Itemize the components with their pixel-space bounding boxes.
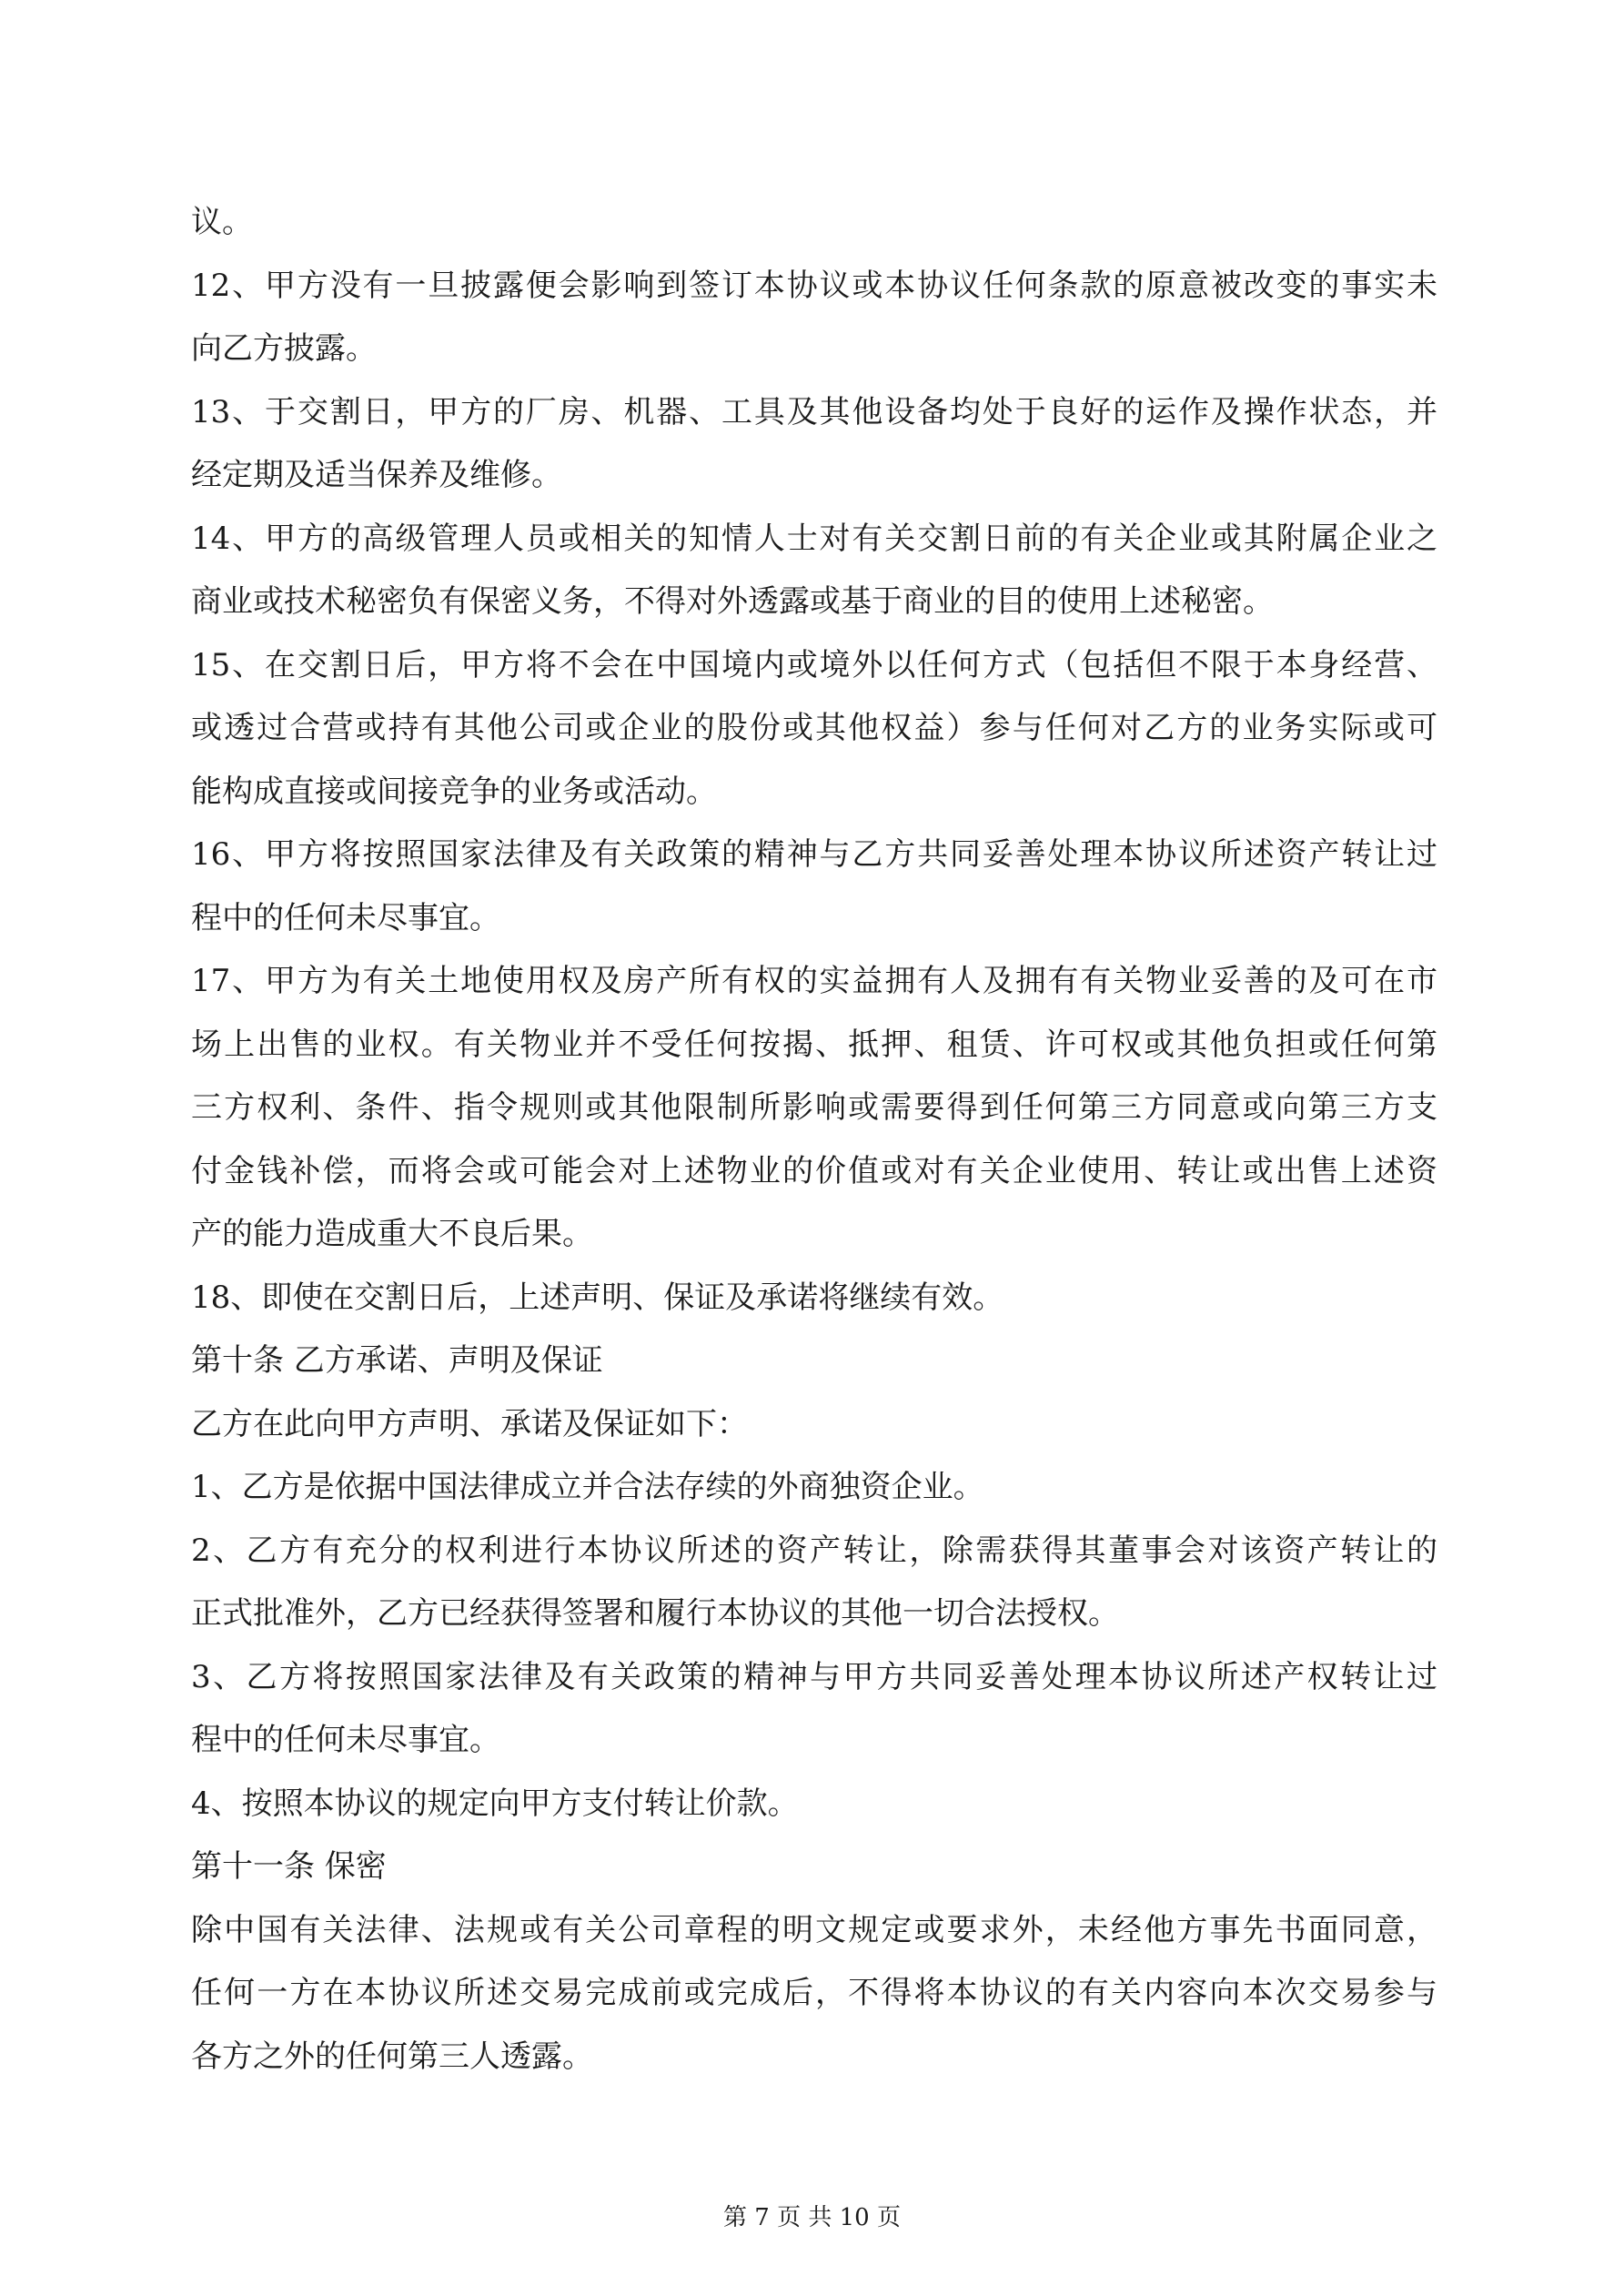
- text-line: 经定期及适当保养及维修。: [191, 457, 562, 493]
- text-line: 正式批准外，乙方已经获得签署和履行本协议的其他一切合法授权。: [191, 1595, 1119, 1632]
- text-line: 各方之外的任何第三人透露。: [191, 2038, 593, 2075]
- text-line: 2、乙方有充分的权利进行本协议所述的资产转让，除需获得其董事会对该资产转让的: [191, 1532, 1437, 1569]
- text-line: 程中的任何未尽事宜。: [191, 899, 500, 936]
- text-line: 13、于交割日，甲方的厂房、机器、工具及其他设备均处于良好的运作及操作状态，并: [191, 393, 1437, 430]
- text-line: 乙方在此向甲方声明、承诺及保证如下：: [191, 1405, 748, 1442]
- text-line: 16、甲方将按照国家法律及有关政策的精神与乙方共同妥善处理本协议所述资产转让过: [191, 836, 1437, 873]
- text-line: 第十条 乙方承诺、声明及保证: [191, 1342, 603, 1379]
- text-line: 能构成直接或间接竞争的业务或活动。: [191, 773, 717, 810]
- text-line: 或透过合营或持有其他公司或企业的股份或其他权益）参与任何对乙方的业务实际或可: [191, 710, 1437, 746]
- text-line: 向乙方披露。: [191, 330, 377, 367]
- document-body: [191, 191, 1437, 2089]
- text-line: 1、乙方是依据中国法律成立并合法存续的外商独资企业。: [191, 1469, 984, 1505]
- text-line: 15、在交割日后，甲方将不会在中国境内或境外以任何方式（包括但不限于本身经营、: [191, 646, 1437, 683]
- text-line: 商业或技术秘密负有保密义务，不得对外透露或基于商业的目的使用上述秘密。: [191, 583, 1274, 620]
- text-line: 程中的任何未尽事宜。: [191, 1722, 500, 1758]
- text-line: 第十一条 保密: [191, 1848, 387, 1885]
- text-line: 三方权利、条件、指令规则或其他限制所影响或需要得到任何第三方同意或向第三方支: [191, 1089, 1437, 1126]
- text-line: 14、甲方的高级管理人员或相关的知情人士对有关交割日前的有关企业或其附属企业之: [191, 520, 1437, 557]
- text-line: 场上出售的业权。有关物业并不受任何按揭、抵押、租赁、许可权或其他负担或任何第: [191, 1026, 1437, 1063]
- text-line: 17、甲方为有关土地使用权及房产所有权的实益拥有人及拥有有关物业妥善的及可在市: [191, 963, 1437, 999]
- text-line: 除中国有关法律、法规或有关公司章程的明文规定或要求外，未经他方事先书面同意，: [191, 1911, 1437, 1948]
- text-line: 议。: [191, 204, 253, 240]
- text-line: 18、即使在交割日后，上述声明、保证及承诺将继续有效。: [191, 1279, 1004, 1316]
- text-line: 任何一方在本协议所述交易完成前或完成后，不得将本协议的有关内容向本次交易参与: [191, 1975, 1437, 2011]
- page-number-footer: 第 7 页 共 10 页: [723, 2204, 901, 2231]
- text-line: 12、甲方没有一旦披露便会影响到签订本协议或本协议任何条款的原意被改变的事实未: [191, 267, 1437, 304]
- text-line: 4、按照本协议的规定向甲方支付转让价款。: [191, 1785, 799, 1822]
- text-line: 付金钱补偿，而将会或可能会对上述物业的价值或对有关企业使用、转让或出售上述资: [191, 1152, 1437, 1189]
- text-line: 3、乙方将按照国家法律及有关政策的精神与甲方共同妥善处理本协议所述产权转让过: [191, 1658, 1437, 1695]
- text-line: 产的能力造成重大不良后果。: [191, 1216, 593, 1252]
